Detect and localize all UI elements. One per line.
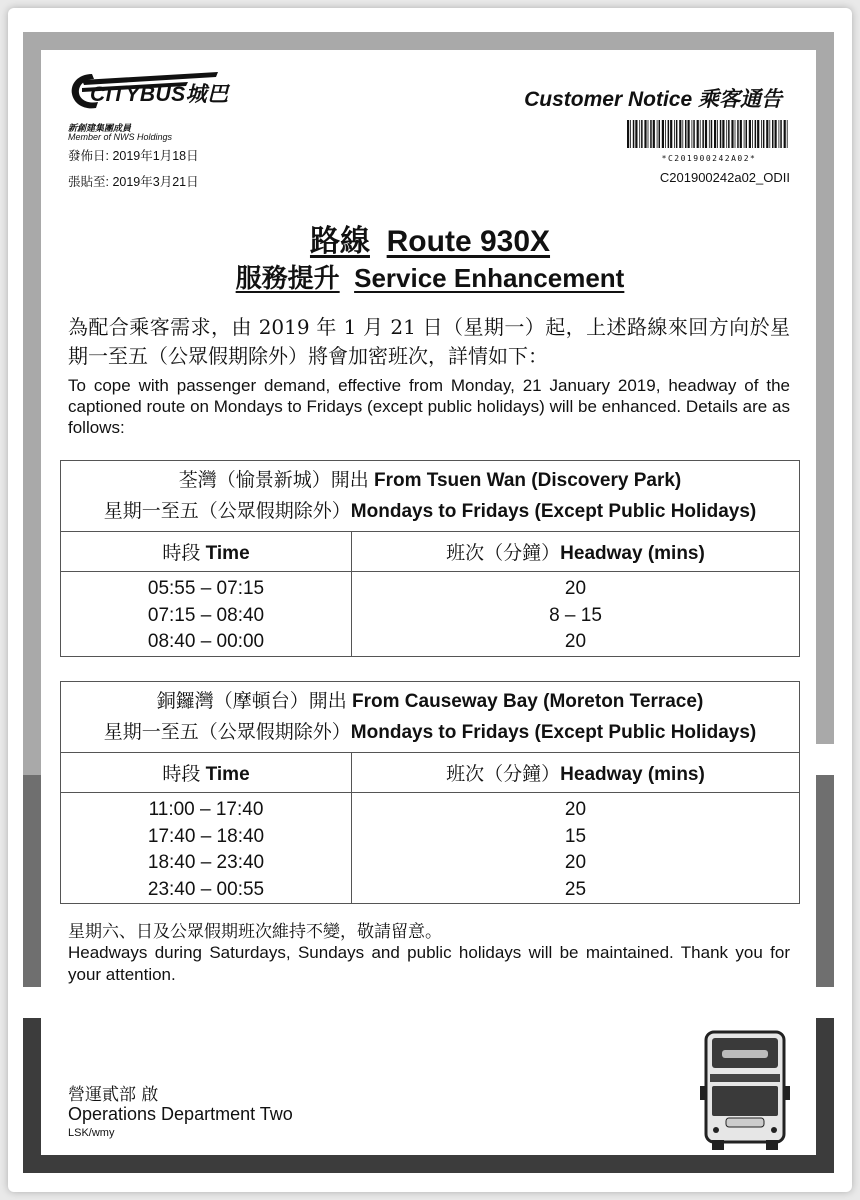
table-row-time: 05:55 – 07:15 bbox=[147, 578, 265, 599]
department-en: Operations Department Two bbox=[68, 1104, 293, 1124]
issue-date: 發佈日: 2019年1月18日 bbox=[68, 149, 199, 163]
frame-bar-left-top bbox=[23, 32, 41, 775]
department-zh: 營運貳部 啟 bbox=[68, 1085, 159, 1105]
table-row-time: 23:40 – 00:55 bbox=[147, 878, 265, 900]
intro-text-zh: 為配合乘客需求，由 2019 年 1 月 21 日（星期一）起，上述路線來回方向於星期一至五（公眾假期除外）將會加密班次，詳情如下： bbox=[68, 315, 790, 368]
column-header-time bbox=[61, 532, 352, 572]
closing-text-en: Headways during Saturdays, Sundays and public holidays will be maintained. Thank you for your attention. bbox=[68, 943, 790, 984]
table-row-headway: 15 bbox=[564, 825, 587, 847]
barcode-icon bbox=[627, 120, 791, 148]
table-row-time: 11:00 – 17:40 bbox=[148, 799, 264, 820]
route-title bbox=[0, 216, 860, 260]
col-time-en: Time bbox=[205, 543, 250, 564]
post-date: 張貼至: 2019年3月21日 bbox=[68, 175, 199, 189]
headway-cell bbox=[352, 572, 800, 657]
table-header bbox=[61, 461, 800, 532]
service-title-zh: 服務提升 bbox=[235, 263, 340, 293]
service-title bbox=[0, 258, 860, 295]
time-cell bbox=[61, 572, 352, 657]
col-headway-en: Headway (mins) bbox=[560, 764, 705, 785]
from-en: From Tsuen Wan (Discovery Park) bbox=[374, 470, 682, 491]
headway-cell bbox=[352, 793, 800, 904]
days-zh: 星期一至五（公眾假期除外） bbox=[103, 500, 351, 522]
time-cell bbox=[61, 793, 352, 904]
table-row-headway: 20 bbox=[564, 799, 587, 820]
table-header bbox=[61, 682, 800, 753]
notice-title: Customer Notice 乘客通告 bbox=[524, 88, 782, 111]
column-header-headway bbox=[352, 753, 800, 793]
barcode-digits: *C201900242A02* bbox=[661, 154, 757, 163]
notice-reference: C201900242a02_ODII bbox=[659, 170, 790, 185]
table-row-headway: 20 bbox=[564, 631, 587, 652]
column-header-time bbox=[61, 753, 352, 793]
col-headway-zh: 班次（分鐘） bbox=[446, 542, 561, 564]
col-time-en: Time bbox=[205, 764, 250, 785]
schedule-table-tsuen-wan bbox=[60, 460, 800, 657]
table-row-headway: 20 bbox=[564, 578, 587, 599]
column-header-headway bbox=[352, 532, 800, 572]
frame-bar-left-mid bbox=[23, 775, 41, 987]
days-en: Mondays to Fridays (Except Public Holidays) bbox=[350, 501, 757, 522]
intro-text-en: To cope with passenger demand, effective from Monday, 21 January 2019, headway of the captioned route on Mondays to Fridays (except public holidays) will be enhanced. Details are as follows: bbox=[68, 376, 790, 437]
table-row-time: 17:40 – 18:40 bbox=[147, 825, 265, 847]
citybus-logo bbox=[68, 68, 238, 118]
table-row-headway: 20 bbox=[564, 852, 587, 873]
table-row-time: 07:15 – 08:40 bbox=[147, 604, 265, 626]
closing-text-zh: 星期六、日及公眾假期班次維持不變，敬請留意。 bbox=[68, 922, 442, 942]
group-name-en: Member of NWS Holdings bbox=[68, 132, 173, 142]
double-decker-bus-icon bbox=[700, 1026, 790, 1151]
frame-bar-top bbox=[23, 32, 834, 50]
frame-bar-right-bottom bbox=[816, 1018, 834, 1173]
route-title-zh: 路線 bbox=[309, 225, 370, 258]
col-headway-en: Headway (mins) bbox=[560, 543, 705, 564]
col-time-zh: 時段 bbox=[162, 542, 201, 564]
table-row-headway: 8 – 15 bbox=[549, 604, 602, 626]
route-title-en: Route 930X bbox=[386, 225, 551, 258]
from-en: From Causeway Bay (Moreton Terrace) bbox=[352, 691, 704, 712]
schedule-table-causeway-bay bbox=[60, 681, 800, 904]
table-row-time: 18:40 – 23:40 bbox=[147, 852, 265, 873]
frame-bar-bottom bbox=[23, 1155, 834, 1173]
from-zh: 荃灣（愉景新城）開出 bbox=[178, 469, 369, 491]
group-name-zh: 新創建集團成員 bbox=[68, 123, 132, 133]
logo-wordmark: CITYBUS城巴 bbox=[90, 83, 229, 106]
footer-reference: LSK/wmy bbox=[68, 1127, 115, 1139]
service-title-en: Service Enhancement bbox=[354, 263, 625, 293]
frame-bar-left-bottom bbox=[23, 1018, 41, 1173]
table-row-headway: 25 bbox=[564, 878, 587, 900]
days-en: Mondays to Fridays (Except Public Holidays) bbox=[350, 722, 757, 743]
from-zh: 銅鑼灣（摩頓台）開出 bbox=[156, 690, 347, 712]
days-zh: 星期一至五（公眾假期除外） bbox=[103, 721, 351, 743]
col-time-zh: 時段 bbox=[162, 763, 201, 785]
col-headway-zh: 班次（分鐘） bbox=[446, 763, 561, 785]
frame-bar-right-top bbox=[816, 32, 834, 744]
table-row-time: 08:40 – 00:00 bbox=[147, 631, 265, 652]
frame-bar-right-mid bbox=[816, 775, 834, 987]
